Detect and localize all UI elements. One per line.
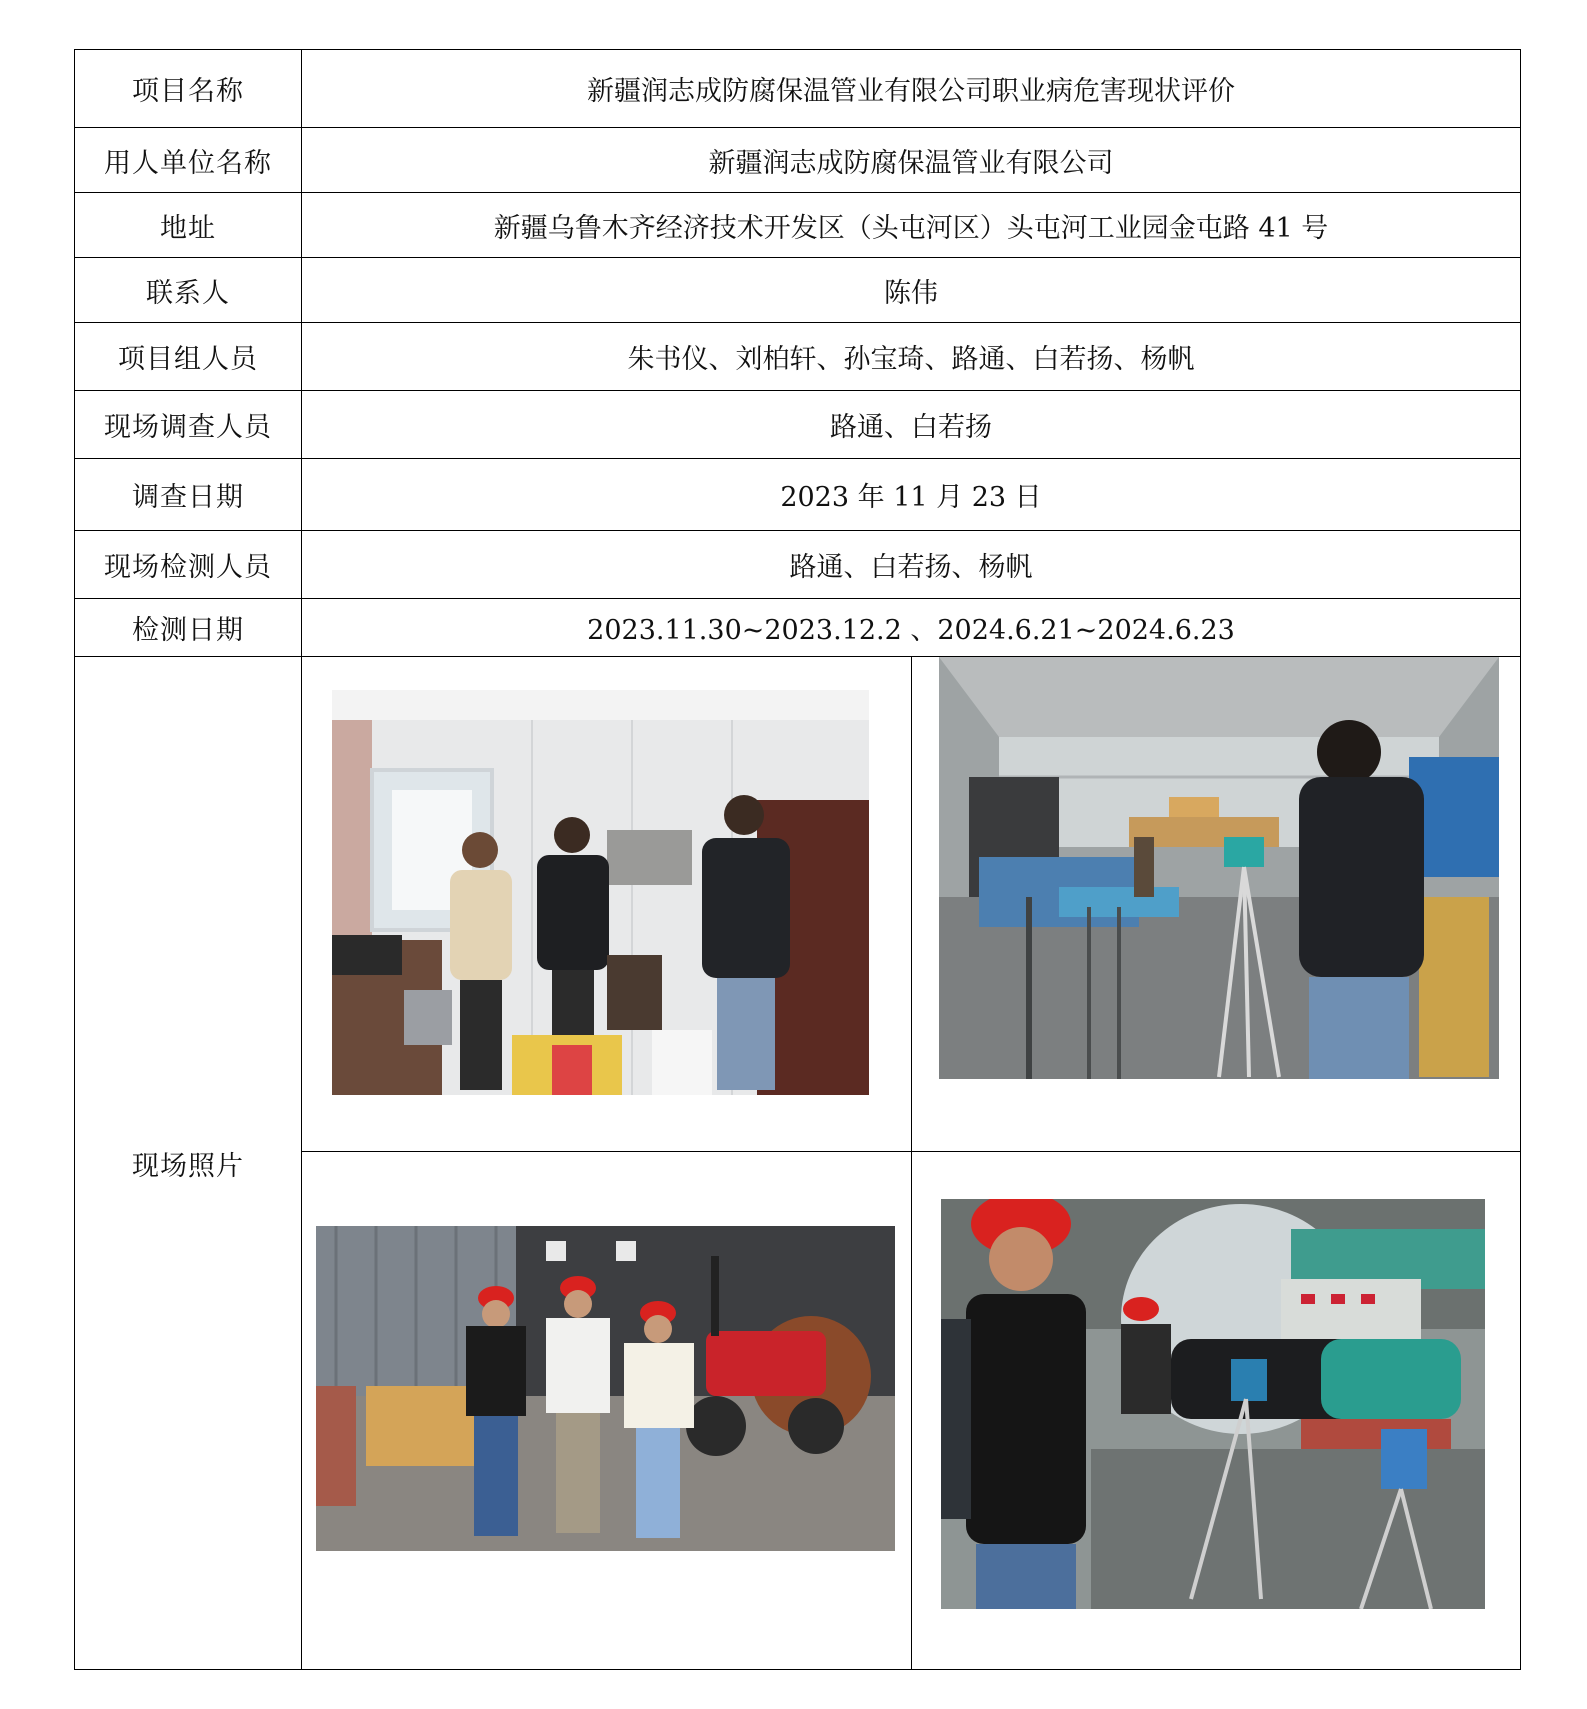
row-project-name bbox=[75, 50, 1521, 128]
row-address bbox=[75, 193, 1521, 258]
label-testing-date: 检测日期 bbox=[75, 599, 302, 657]
value-survey-date: 2023 年 11 月 23 日 bbox=[302, 459, 1521, 531]
value-testing-staff: 路通、白若扬、杨帆 bbox=[302, 531, 1521, 599]
photo-cell-pipeline bbox=[912, 1152, 1521, 1670]
photo-workshop-detection bbox=[939, 657, 1499, 1079]
photo-office-group bbox=[332, 690, 869, 1095]
value-project-name: 新疆润志成防腐保温管业有限公司职业病危害现状评价 bbox=[302, 50, 1521, 128]
row-contact bbox=[75, 258, 1521, 323]
value-survey-staff: 路通、白若扬 bbox=[302, 391, 1521, 459]
row-survey-staff bbox=[75, 391, 1521, 459]
photo-cell-workshop bbox=[912, 657, 1521, 1152]
photo-outdoor-group bbox=[316, 1226, 895, 1551]
row-survey-date bbox=[75, 459, 1521, 531]
label-survey-staff: 现场调查人员 bbox=[75, 391, 302, 459]
label-testing-staff: 现场检测人员 bbox=[75, 531, 302, 599]
label-project-name: 项目名称 bbox=[75, 50, 302, 128]
row-site-photos-top bbox=[75, 657, 1521, 1152]
row-testing-date bbox=[75, 599, 1521, 657]
value-employer-name: 新疆润志成防腐保温管业有限公司 bbox=[302, 128, 1521, 193]
label-site-photos: 现场照片 bbox=[75, 657, 302, 1670]
photo-cell-office bbox=[302, 657, 912, 1152]
photo-cell-outdoor bbox=[302, 1152, 912, 1670]
project-info-table bbox=[74, 49, 1521, 1670]
row-project-team bbox=[75, 323, 1521, 391]
label-address: 地址 bbox=[75, 193, 302, 258]
value-testing-date: 2023.11.30~2023.12.2 、2024.6.21~2024.6.23 bbox=[302, 599, 1521, 657]
value-project-team: 朱书仪、刘柏轩、孙宝琦、路通、白若扬、杨帆 bbox=[302, 323, 1521, 391]
photo-pipeline-detection bbox=[941, 1199, 1485, 1609]
label-survey-date: 调查日期 bbox=[75, 459, 302, 531]
label-project-team: 项目组人员 bbox=[75, 323, 302, 391]
value-contact: 陈伟 bbox=[302, 258, 1521, 323]
row-employer-name bbox=[75, 128, 1521, 193]
label-employer-name: 用人单位名称 bbox=[75, 128, 302, 193]
row-testing-staff bbox=[75, 531, 1521, 599]
label-contact: 联系人 bbox=[75, 258, 302, 323]
value-address: 新疆乌鲁木齐经济技术开发区（头屯河区）头屯河工业园金屯路 41 号 bbox=[302, 193, 1521, 258]
